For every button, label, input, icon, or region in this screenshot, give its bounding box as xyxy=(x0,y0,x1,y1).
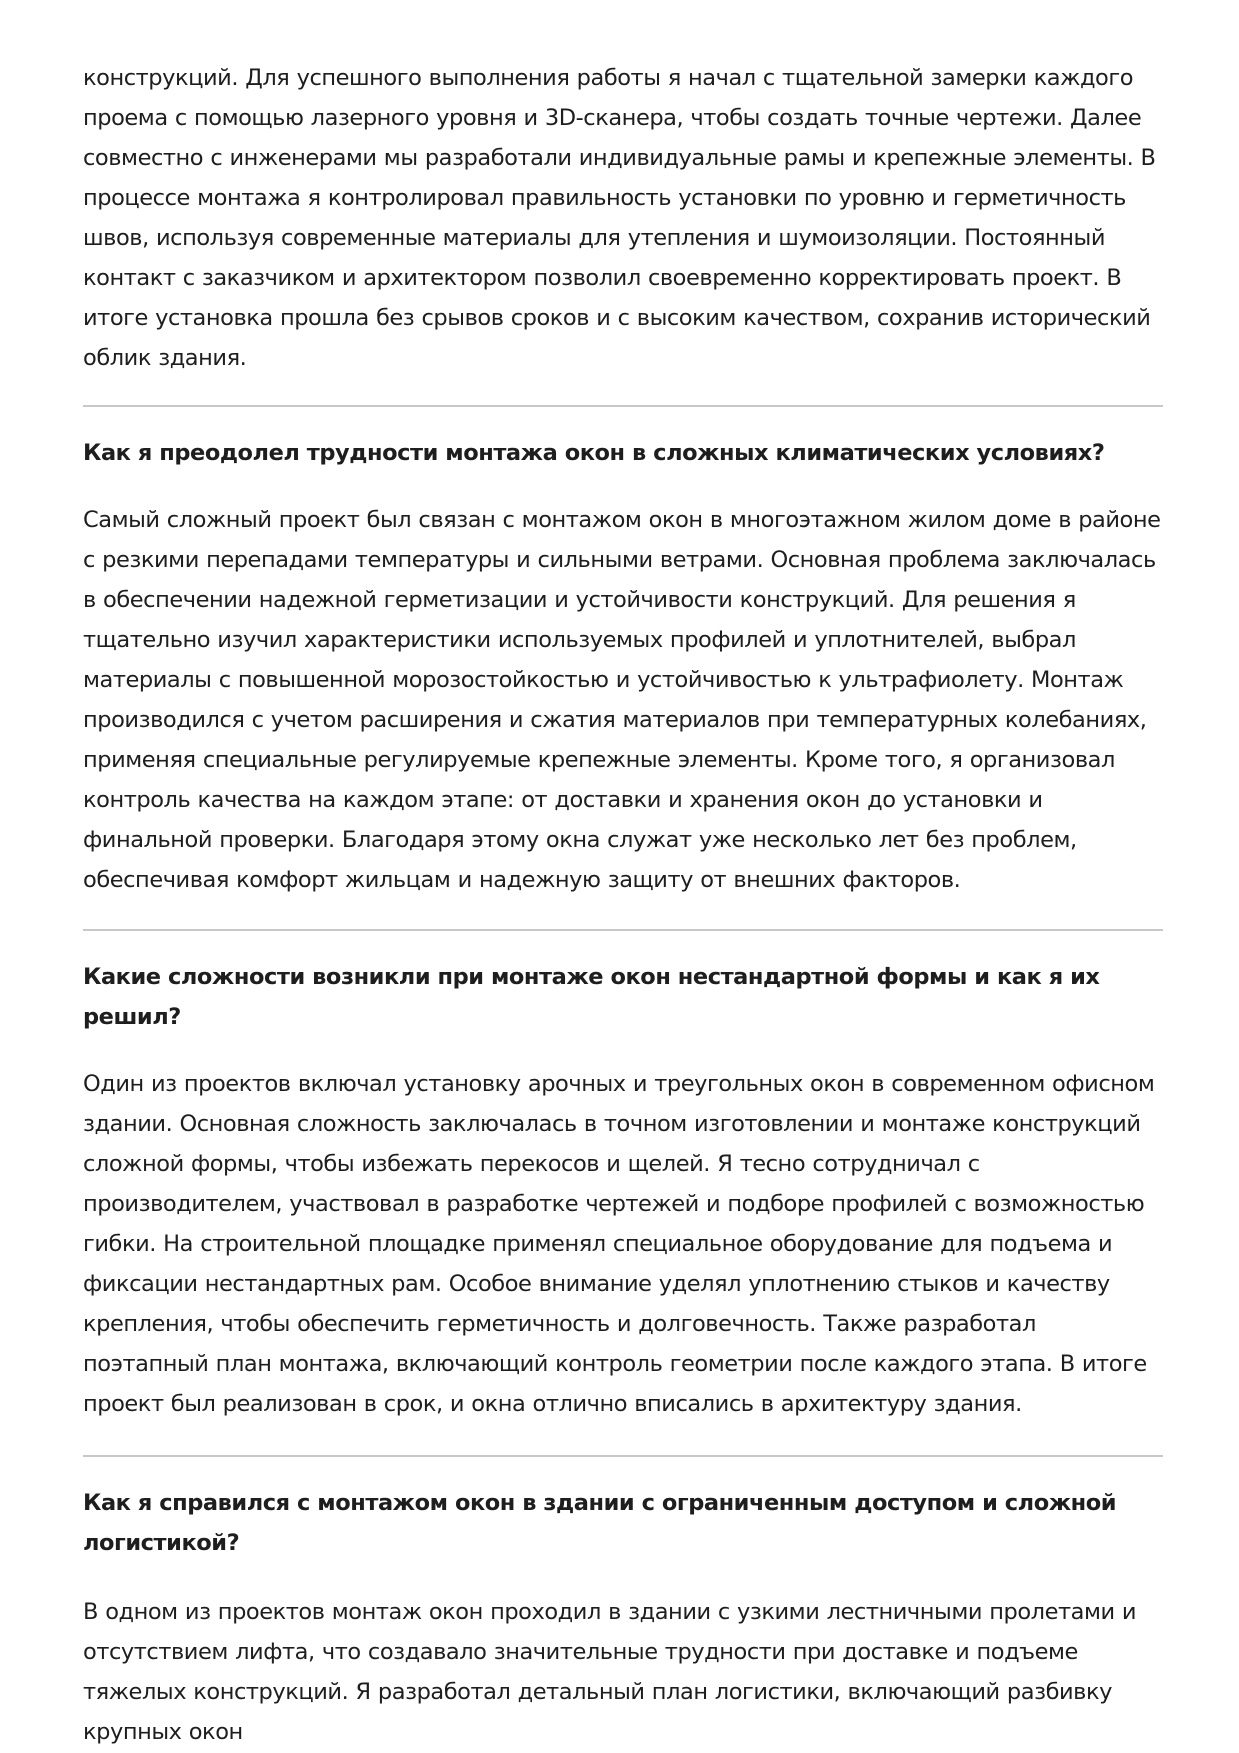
section-divider xyxy=(83,929,1163,931)
answer-paragraph-climate: Самый сложный проект был связан с монтажом окон в многоэтажном жилом доме в районе с резкими перепадами температуры и сильными ветрами. Основная проблема заключалась в обеспечении надежной герметизации и устойчивости конструкций. Для решения я тщательно изучил характеристики используемых профилей и уплотнителей, выбрал материалы с повышенной морозостойкостью и устойчивостью к ультрафиолету. Монтаж производился с учетом расширения и сжатия материалов при температурных колебаниях, применяя специальные регулируемые крепежные элементы. Кроме того, я организовал контроль качества на каждом этапе: от доставки и хранения окон до установки и финальной проверки. Благодаря этому окна служат уже несколько лет без проблем, обеспечивая комфорт жильцам и надежную защиту от внешних факторов. xyxy=(83,507,1161,893)
answer-paragraph-logistics: В одном из проектов монтаж окон проходил в здании с узкими лестничными пролетами и отсутствием лифта, что создавало значительные трудности при доставке и подъеме тяжелых конструкций. Я разработал детальный план логистики, включающий разбивку крупных окон xyxy=(83,1599,1137,1745)
section-limited-access xyxy=(83,1483,1163,1752)
question-heading-nonstandard: Какие сложности возникли при монтаже окон нестандартной формы и как я их решил? xyxy=(83,964,1100,1030)
section-divider xyxy=(83,405,1163,407)
section-intro xyxy=(83,58,1163,378)
section-climate-conditions xyxy=(83,433,1163,900)
answer-paragraph-nonstandard: Один из проектов включал установку арочных и треугольных окон в современном офисном здании. Основная сложность заключалась в точном изготовлении и монтаже конструкций сложной формы, чтобы избежать перекосов и щелей. Я тесно сотрудничал с производителем, участвовал в разработке чертежей и подборе профилей с возможностью гибки. На строительной площадке применял специальное оборудование для подъема и фиксации нестандартных рам. Особое внимание уделял уплотнению стыков и качеству крепления, чтобы обеспечить герметичность и долговечность. Также разработал поэтапный план монтажа, включающий контроль геометрии после каждого этапа. В итоге проект был реализован в срок, и окна отлично вписались в архитектуру здания. xyxy=(83,1071,1155,1417)
question-heading-climate: Как я преодолел трудности монтажа окон в сложных климатических условиях? xyxy=(83,440,1105,466)
document-page xyxy=(83,58,1163,1752)
section-divider xyxy=(83,1455,1163,1457)
question-heading-logistics: Как я справился с монтажом окон в здании с ограниченным доступом и сложной логистикой? xyxy=(83,1490,1117,1556)
paragraph-window-installation-historic: конструкций. Для успешного выполнения работы я начал с тщательной замерки каждого проема с помощью лазерного уровня и 3D-сканера, чтобы создать точные чертежи. Далее совместно с инженерами мы разработали индивидуальные рамы и крепежные элементы. В процессе монтажа я контролировал правильность установки по уровню и герметичность швов, используя современные материалы для утепления и шумоизоляции. Постоянный контакт с заказчиком и архитектором позволил своевременно корректировать проект. В итоге установка прошла без срывов сроков и с высоким качеством, сохранив исторический облик здания. xyxy=(83,65,1156,371)
section-nonstandard-shape xyxy=(83,957,1163,1424)
